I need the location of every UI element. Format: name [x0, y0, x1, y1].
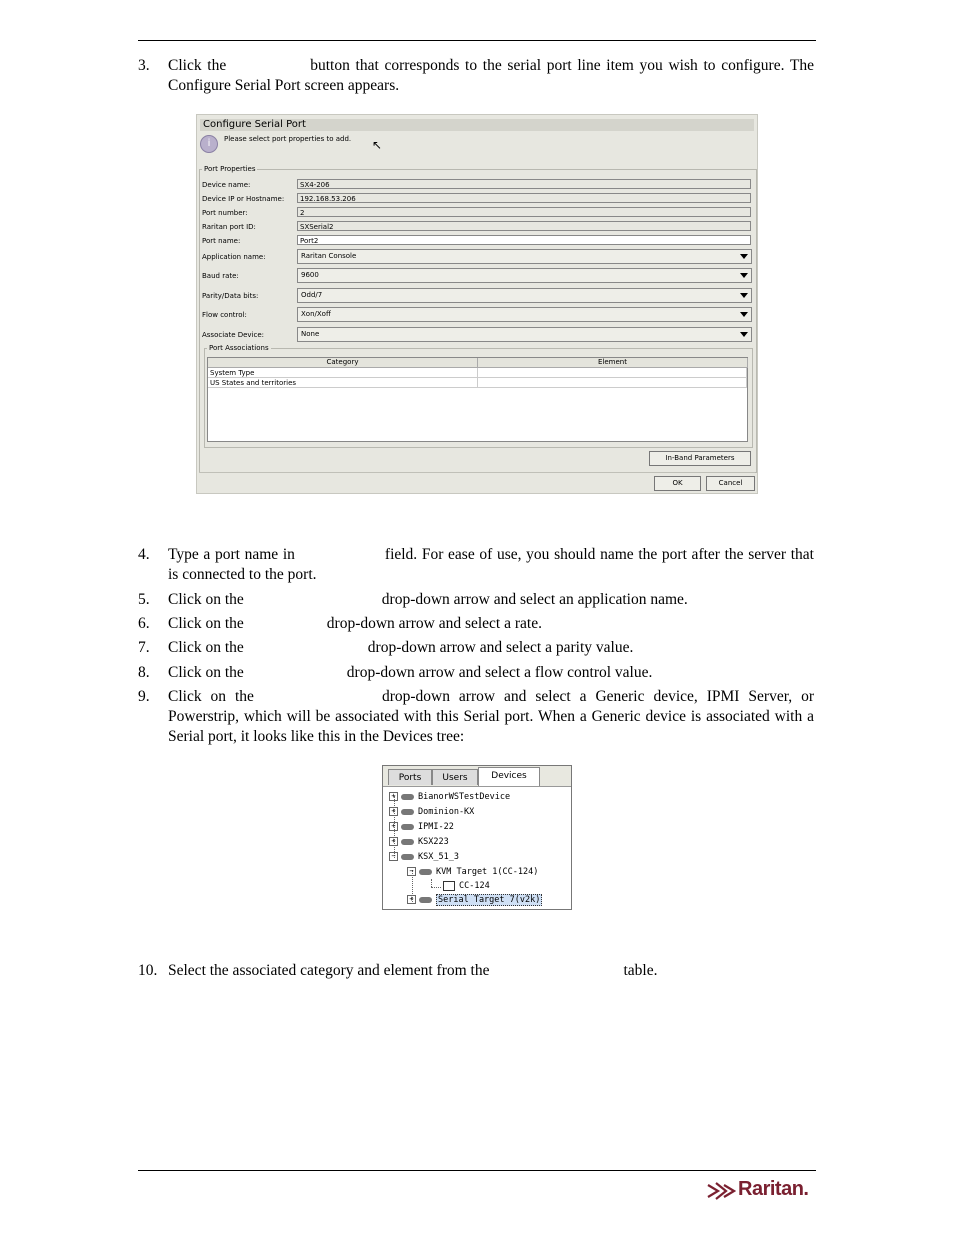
- cancel-button[interactable]: Cancel: [706, 476, 755, 491]
- device-icon: [401, 809, 414, 815]
- tree-connector: [431, 887, 441, 888]
- step-number: 3.: [138, 57, 150, 74]
- collapse-icon[interactable]: −: [407, 867, 416, 876]
- raritan-port-id-field: SXSerial2: [297, 221, 751, 231]
- tree-node[interactable]: − KSX_51_3: [389, 851, 459, 864]
- tree-node[interactable]: + Dominion-KX: [389, 806, 474, 819]
- info-icon: i: [200, 135, 218, 153]
- in-band-parameters-button[interactable]: In-Band Parameters: [649, 451, 751, 466]
- step-8: 8. Click on the drop-down arrow and select a flow control value.: [138, 664, 653, 681]
- table-row-element[interactable]: [478, 368, 747, 378]
- chevron-down-icon: [740, 273, 748, 278]
- tree-node[interactable]: − KVM Target 1(CC-124): [407, 866, 538, 879]
- flow-control-dropdown[interactable]: Xon/Xoff: [297, 307, 752, 322]
- expand-icon[interactable]: +: [389, 807, 398, 816]
- device-icon: [401, 839, 414, 845]
- step-number: 8.: [138, 664, 150, 681]
- baud-rate-dropdown[interactable]: 9600: [297, 268, 752, 283]
- baud-rate-label: Baud rate:: [202, 272, 239, 280]
- raritan-logo-text: Raritan.: [738, 1178, 809, 1200]
- parity-data-bits-label: Parity/Data bits:: [202, 292, 259, 300]
- expand-icon[interactable]: +: [407, 895, 416, 904]
- bottom-rule: [138, 1170, 816, 1171]
- port-associations-legend: Port Associations: [209, 344, 269, 352]
- step-6: 6. Click on the drop-down arrow and select a rate.: [138, 615, 542, 632]
- port-number-field: 2: [297, 207, 751, 217]
- flow-control-label: Flow control:: [202, 311, 247, 319]
- device-icon: [419, 869, 432, 875]
- collapse-icon[interactable]: −: [389, 852, 398, 861]
- tab-users[interactable]: Users: [432, 769, 478, 785]
- expand-icon[interactable]: +: [389, 822, 398, 831]
- step-4: 4. Type a port name in field. For ease of use, you should name the port after the server that is connected to the port.: [138, 546, 814, 583]
- dialog-title: Configure Serial Port: [200, 119, 754, 131]
- step-number: 6.: [138, 615, 150, 632]
- raritan-port-id-label: Raritan port ID:: [202, 223, 256, 231]
- raritan-logo: [706, 1178, 816, 1204]
- tree-node[interactable]: + IPMI-22: [389, 821, 454, 834]
- table-row-element[interactable]: [478, 378, 747, 388]
- device-icon: [401, 824, 414, 830]
- tree-connector: [431, 879, 432, 887]
- step-number: 4.: [138, 546, 150, 563]
- port-properties-legend: Port Properties: [204, 165, 256, 173]
- device-name-label: Device name:: [202, 181, 251, 189]
- step-number: 9.: [138, 688, 150, 705]
- expand-icon[interactable]: +: [389, 837, 398, 846]
- device-icon: [419, 897, 432, 903]
- category-column-header: Category: [208, 358, 478, 368]
- parity-data-bits-dropdown[interactable]: Odd/7: [297, 288, 752, 303]
- tab-devices[interactable]: Devices: [478, 767, 540, 786]
- device-ip-label: Device IP or Hostname:: [202, 195, 285, 203]
- top-rule: [138, 40, 816, 41]
- tree-node[interactable]: [407, 894, 542, 907]
- tab-ports[interactable]: Ports: [388, 769, 432, 785]
- port-name-label: Port name:: [202, 237, 241, 245]
- chevron-down-icon: [740, 293, 748, 298]
- device-icon: [401, 794, 414, 800]
- device-icon: [401, 854, 414, 860]
- step-number: 7.: [138, 639, 150, 656]
- devices-tree-panel: [382, 765, 572, 910]
- element-column-header: Element: [478, 358, 748, 368]
- ok-button[interactable]: OK: [654, 476, 701, 491]
- device-name-field: SX4-206: [297, 179, 751, 189]
- configure-serial-port-dialog: [196, 114, 758, 494]
- port-associations-table: [207, 357, 748, 442]
- tree-node[interactable]: CC-124: [443, 880, 490, 893]
- chevron-down-icon: [740, 332, 748, 337]
- selected-node-label: Serial Target 7(v2k): [438, 895, 541, 905]
- mouse-cursor-icon: ↖: [372, 138, 383, 152]
- step-7: 7. Click on the drop-down arrow and select a parity value.: [138, 639, 634, 656]
- device-ip-field: 192.168.53.206: [297, 193, 751, 203]
- expand-icon[interactable]: +: [389, 792, 398, 801]
- raritan-logo-mark-icon: [706, 1181, 736, 1201]
- chevron-down-icon: [740, 254, 748, 259]
- table-row-category[interactable]: System Type: [208, 368, 478, 378]
- dialog-hint: Please select port properties to add.: [224, 135, 352, 143]
- chevron-down-icon: [740, 312, 748, 317]
- associate-device-dropdown[interactable]: None: [297, 327, 752, 342]
- tree-node[interactable]: + KSX223: [389, 836, 449, 849]
- associate-device-label: Associate Device:: [202, 331, 265, 339]
- step-5: 5. Click on the drop-down arrow and select an application name.: [138, 591, 688, 608]
- step-3: 3. Click the button that corresponds to the serial port line item you wish to configure. The Configure Serial Port screen appears.: [138, 57, 814, 94]
- step-9: 9. Click on the drop-down arrow and select a Generic device, IPMI Server, or Powerstrip, which will be associated with this Serial port. When a Generic device is associated with a Serial port, it looks like this in the Devices tree:: [138, 688, 814, 745]
- application-name-label: Application name:: [202, 253, 266, 261]
- tree-node[interactable]: + BianorWSTestDevice: [389, 791, 510, 804]
- computer-icon: [443, 881, 455, 891]
- port-name-input[interactable]: Port2: [297, 235, 751, 245]
- step-number: 10.: [138, 962, 158, 979]
- tree-tabs: [383, 766, 571, 787]
- step-10: 10. Select the associated category and element from the table.: [138, 962, 658, 979]
- step-number: 5.: [138, 591, 150, 608]
- port-number-label: Port number:: [202, 209, 248, 217]
- application-name-dropdown[interactable]: Raritan Console: [297, 249, 752, 264]
- table-row-category[interactable]: US States and territories: [208, 378, 478, 388]
- dialog-divider: [199, 472, 755, 473]
